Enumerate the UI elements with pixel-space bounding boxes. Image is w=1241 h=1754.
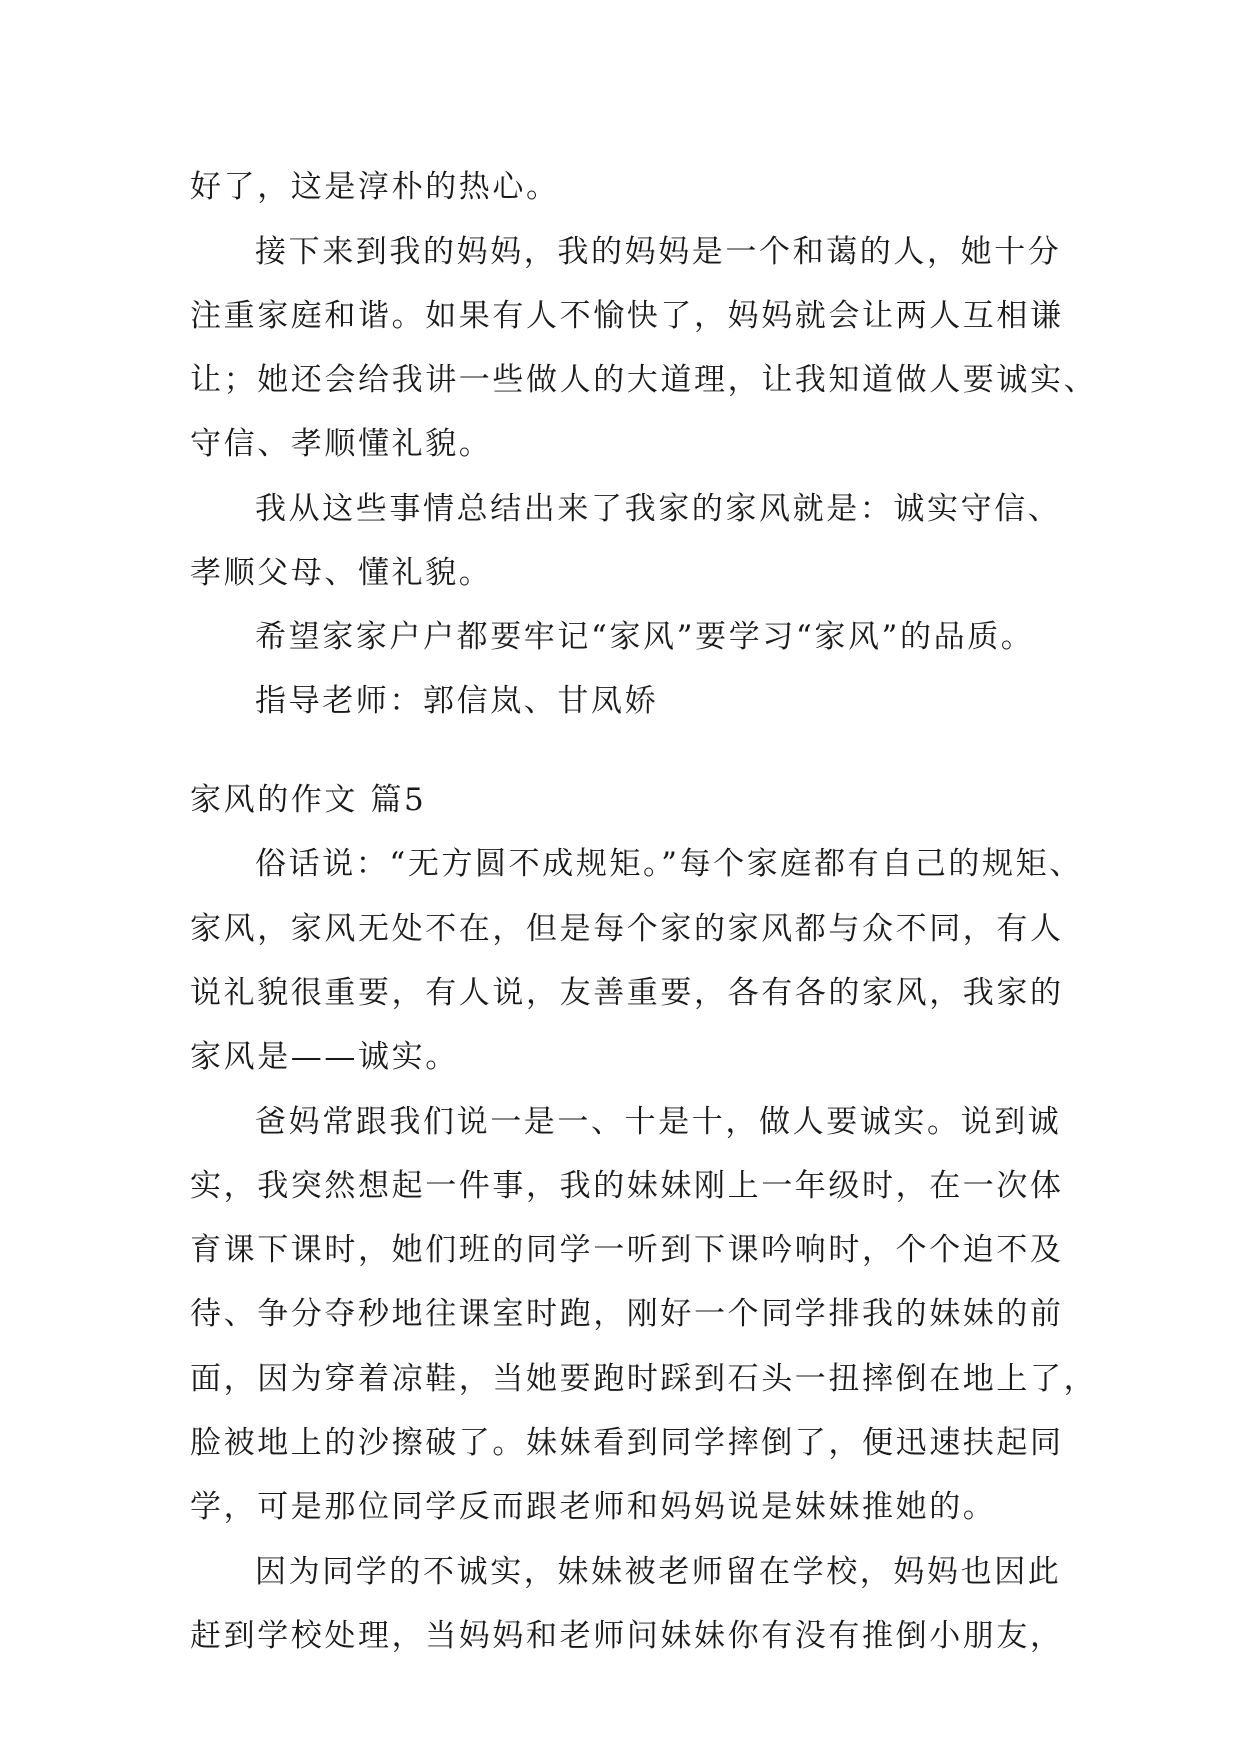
- text-line: 脸被地上的沙擦破了。妹妹看到同学摔倒了，便迅速扶起同: [190, 1425, 1064, 1461]
- text-line: 我从这些事情总结出来了我家的家风就是：诚实守信、: [255, 491, 1062, 527]
- section-heading: 家风的作文 篇5: [190, 782, 427, 818]
- text-line: 赶到学校处理，当妈妈和老师问妹妹你有没有推倒小朋友，: [190, 1618, 1064, 1654]
- text-line: 说礼貌很重要，有人说，友善重要，各有各的家风，我家的: [190, 975, 1064, 1011]
- text-line: 俗话说：“无方圆不成规矩。”每个家庭都有自己的规矩、: [255, 846, 1083, 882]
- text-line: 接下来到我的妈妈，我的妈妈是一个和蔼的人，她十分: [255, 234, 1062, 270]
- text-line: 学，可是那位同学反而跟老师和妈妈说是妹妹推她的。: [190, 1489, 997, 1525]
- text-line: 注重家庭和谐。如果有人不愉快了，妈妈就会让两人互相谦: [190, 298, 1064, 334]
- text-line: 待、争分夺秒地往课室时跑，刚好一个同学排我的妹妹的前: [190, 1296, 1064, 1332]
- text-line: 孝顺父母、懂礼貌。: [190, 555, 493, 591]
- text-line: 实，我突然想起一件事，我的妹妹刚上一年级时，在一次体: [190, 1168, 1064, 1204]
- text-line: 让；她还会给我讲一些做人的大道理，让我知道做人要诚实、: [190, 362, 1098, 398]
- text-line: 育课下课时，她们班的同学一听到下课吟响时，个个迫不及: [190, 1232, 1064, 1268]
- text-line: 守信、孝顺懂礼貌。: [190, 426, 493, 462]
- text-line: 因为同学的不诚实，妹妹被老师留在学校，妈妈也因此: [255, 1554, 1062, 1590]
- text-line: 面，因为穿着凉鞋，当她要跑时踩到石头一扭摔倒在地上了，: [190, 1361, 1098, 1397]
- text-line: 家风，家风无处不在，但是每个家的家风都与众不同，有人: [190, 911, 1064, 947]
- signature-line: 指导老师：郭信岚、甘凤娇: [255, 683, 659, 719]
- text-line: 爸妈常跟我们说一是一、十是十，做人要诚实。说到诚: [255, 1104, 1062, 1140]
- text-line: 希望家家户户都要牢记“家风”要学习“家风”的品质。: [255, 619, 1035, 655]
- text-line: 家风是——诚实。: [190, 1039, 459, 1075]
- text-line: 好了，这是淳朴的热心。: [190, 169, 560, 205]
